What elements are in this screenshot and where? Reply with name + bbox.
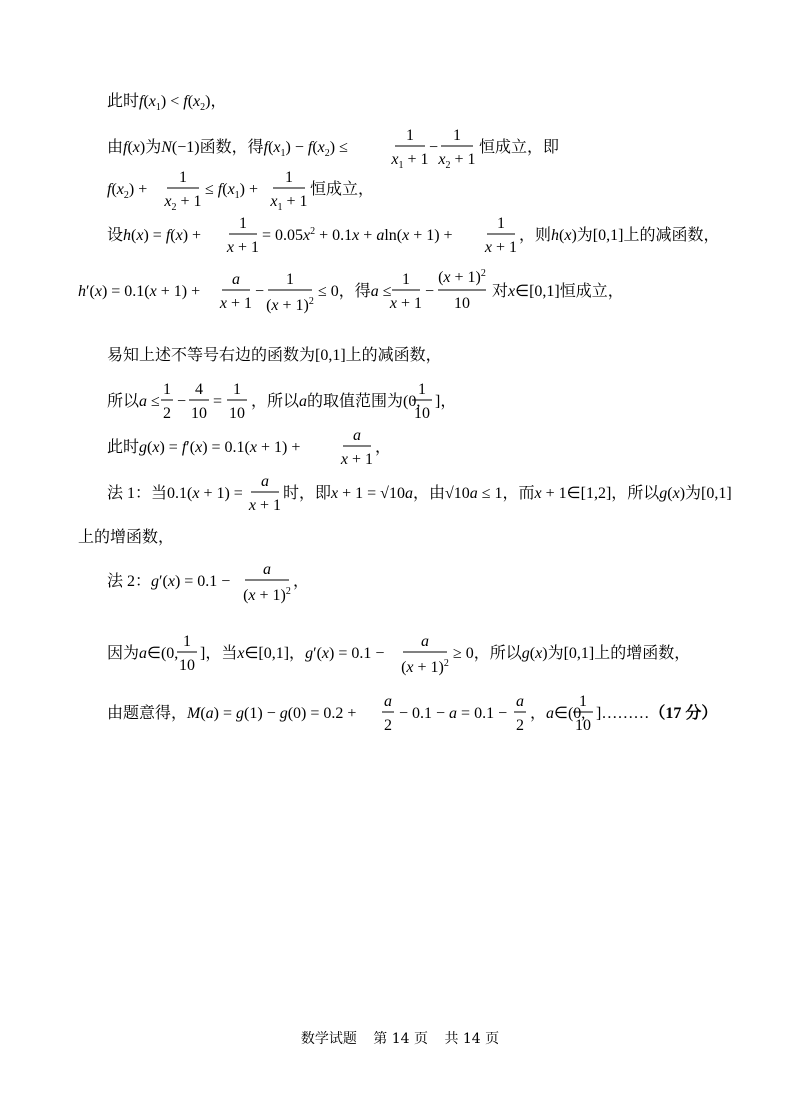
svg-text:1: 1 (418, 381, 426, 398)
svg-text:1: 1 (239, 215, 247, 232)
math-expression (107, 214, 720, 262)
svg-text:a: a (384, 693, 392, 710)
svg-text:上的增函数，: 上的增函数， (78, 529, 175, 546)
math-expression (107, 692, 727, 740)
svg-text:2: 2 (516, 717, 524, 734)
svg-text:a: a (232, 271, 240, 288)
svg-text:1: 1 (163, 381, 171, 398)
svg-text:1: 1 (179, 169, 187, 186)
svg-text:2: 2 (163, 405, 171, 422)
svg-text:由题意得，M(a) = g(1) − g(0) = 0.2: 由题意得，M(a) = g(1) − g(0) = 0.2 + (107, 705, 357, 722)
footer-page-number: 第 14 页 (373, 1031, 428, 1047)
svg-text:1: 1 (579, 693, 587, 710)
footer-total-pages: 共 14 页 (444, 1031, 500, 1047)
math-expression (107, 340, 467, 370)
svg-text:1: 1 (233, 381, 241, 398)
svg-text:1: 1 (453, 127, 461, 144)
math-expression (107, 168, 407, 216)
svg-text:，a∈(0,: ，a∈(0, (530, 705, 586, 722)
svg-text:a: a (516, 693, 524, 710)
math-expression (107, 560, 367, 612)
svg-text:所以a ≤: 所以a ≤ (107, 393, 160, 410)
footer-subject: 数学试题 (300, 1031, 357, 1047)
math-expression (78, 522, 198, 552)
svg-text:1: 1 (406, 127, 414, 144)
svg-text:1: 1 (285, 169, 293, 186)
svg-text:h′(x) = 0.1(x + 1) +: h′(x) = 0.1(x + 1) + (78, 283, 201, 300)
solution-line-8 (107, 426, 427, 474)
svg-text:= 0.05x2 + 0.1x + aln(x + 1) +: = $0.05x^2 + 0.1x + aln(x + 1)$ + (262, 226, 453, 244)
svg-text:x1 + 1: $x_1 + 1$ (391, 151, 429, 171)
solution-line-6 (107, 340, 467, 370)
svg-text:x + 1: x + 1 (219, 295, 253, 312)
svg-text:]，: ]， (435, 393, 457, 410)
svg-text:(x + 1)2: $(x + 1)^2$ (401, 658, 449, 676)
svg-text:x1 + 1: $x_1 + 1$ (270, 193, 308, 213)
svg-text:10: 10 (191, 405, 207, 422)
svg-text:时，即x + 1 = √10a，由√10a ≤ 1，而x +: 时，即x + 1 = √10a，由√10a ≤ 1，而x + 1∈[1,2]，所以g(x)为[0,1] (283, 485, 732, 502)
svg-text:x + 1: x + 1 (340, 451, 374, 468)
svg-text:x2 + 1: $x_2 + 1$ (438, 151, 476, 171)
svg-text:10: 10 (575, 717, 591, 734)
svg-text:]………（17 分）: ]………（17 分） (596, 705, 718, 722)
svg-text:2: 2 (384, 717, 392, 734)
svg-text:4: 4 (195, 381, 203, 398)
svg-text:，: ， (375, 439, 392, 456)
math-expression (107, 632, 707, 684)
solution-line-2 (107, 126, 567, 174)
svg-text:≤ f(x1) +: ≤ $f(x_1)$ + (205, 181, 259, 201)
svg-text:−: − (429, 139, 439, 156)
math-expression (107, 380, 467, 428)
solution-line-3 (107, 168, 407, 216)
svg-text:x + 1: x + 1 (484, 239, 518, 256)
svg-text:由f(x)为N(−1)函数，得f(x1) − f(x2) ≤: 由f(x)为N(−1)函数，得$f(x_1) - f(x_2)$ ≤ (107, 139, 348, 159)
svg-text:a: a (421, 633, 429, 650)
svg-text:法 1：当0.1(x + 1) =: 法 1：当0.1(x + 1) = (107, 485, 243, 502)
svg-text:对x∈[0,1]恒成立，: 对x∈[0,1]恒成立， (492, 283, 624, 300)
svg-text:1: 1 (183, 633, 191, 650)
svg-text:此时g(x) = f′(x) = 0.1(x + 1) +: 此时g(x) = f′(x) = 0.1(x + 1) + (107, 439, 301, 456)
solution-line-13 (107, 692, 727, 740)
svg-text:因为a∈(0,: 因为a∈(0, (107, 645, 179, 662)
svg-text:1: 1 (402, 271, 410, 288)
svg-text:易知上述不等号右边的函数为[0,1]上的减函数，: 易知上述不等号右边的函数为[0,1]上的减函数， (107, 347, 442, 364)
svg-text:x + 1: x + 1 (389, 295, 423, 312)
svg-text:(x + 1)2: $(x + 1)^2$ (438, 268, 486, 286)
svg-text:=: = (213, 393, 223, 410)
svg-text:恒成立，: 恒成立， (310, 181, 375, 198)
svg-text:10: 10 (414, 405, 430, 422)
svg-text:−: − (255, 283, 265, 300)
svg-text:10: 10 (179, 657, 195, 674)
svg-text:a: a (261, 473, 269, 490)
svg-text:x + 1: x + 1 (226, 239, 260, 256)
svg-text:，则h(x)为[0,1]上的减函数，: ，则h(x)为[0,1]上的减函数， (519, 227, 720, 244)
solution-line-5 (78, 270, 698, 322)
svg-text:恒成立，即: 恒成立，即 (479, 139, 560, 156)
svg-text:]，当x∈[0,1]，g′(x) = 0.1 −: ]，当x∈[0,1]，g′(x) = 0.1 − (200, 645, 385, 662)
svg-text:a: a (353, 427, 361, 444)
svg-text:10: 10 (454, 295, 470, 312)
svg-text:− 0.1 − a = 0.1 −: − 0.1 − a = 0.1 − (399, 705, 508, 722)
svg-text:a: a (263, 561, 271, 578)
solution-line-4 (107, 214, 720, 262)
svg-text:(x + 1)2: $(x + 1)^2$ (243, 586, 291, 604)
svg-text:此时f(x1) < f(x2)，: 此时$f(x_1) < f(x_2)$， (107, 93, 227, 113)
math-expression (107, 86, 307, 116)
svg-text:，所以a的取值范围为(0,: ，所以a的取值范围为(0, (251, 393, 421, 410)
svg-text:−: − (425, 283, 435, 300)
svg-text:(x + 1)2: $(x + 1)^2$ (266, 296, 314, 314)
svg-text:f(x2) +: $f(x_2)$ + (107, 181, 148, 201)
svg-text:10: 10 (229, 405, 245, 422)
svg-text:，: ， (293, 573, 310, 590)
svg-text:−: − (177, 393, 187, 410)
math-expression (107, 426, 427, 474)
math-expression (107, 126, 567, 174)
svg-text:≤ 0，得a ≤: ≤ 0，得a ≤ (318, 283, 392, 300)
svg-text:1: 1 (497, 215, 505, 232)
solution-line-11 (107, 560, 367, 612)
svg-text:x2 + 1: $x_2 + 1$ (164, 193, 202, 213)
solution-line-9 (107, 472, 732, 520)
svg-text:法 2：g′(x) = 0.1 −: 法 2：g′(x) = 0.1 − (107, 573, 231, 590)
svg-text:x + 1: x + 1 (248, 497, 282, 514)
svg-text:1: 1 (286, 271, 294, 288)
math-expression (78, 270, 698, 322)
svg-text:设h(x) = f(x) +: 设h(x) = f(x) + (107, 227, 202, 244)
solution-line-10 (78, 522, 198, 552)
solution-line-12 (107, 632, 707, 684)
solution-line-1 (107, 86, 307, 116)
math-expression (107, 472, 732, 520)
solution-line-7 (107, 380, 467, 428)
page-footer (0, 1028, 800, 1048)
svg-text:≥ 0，所以g(x)为[0,1]上的增函数，: ≥ 0，所以g(x)为[0,1]上的增函数， (453, 645, 691, 662)
